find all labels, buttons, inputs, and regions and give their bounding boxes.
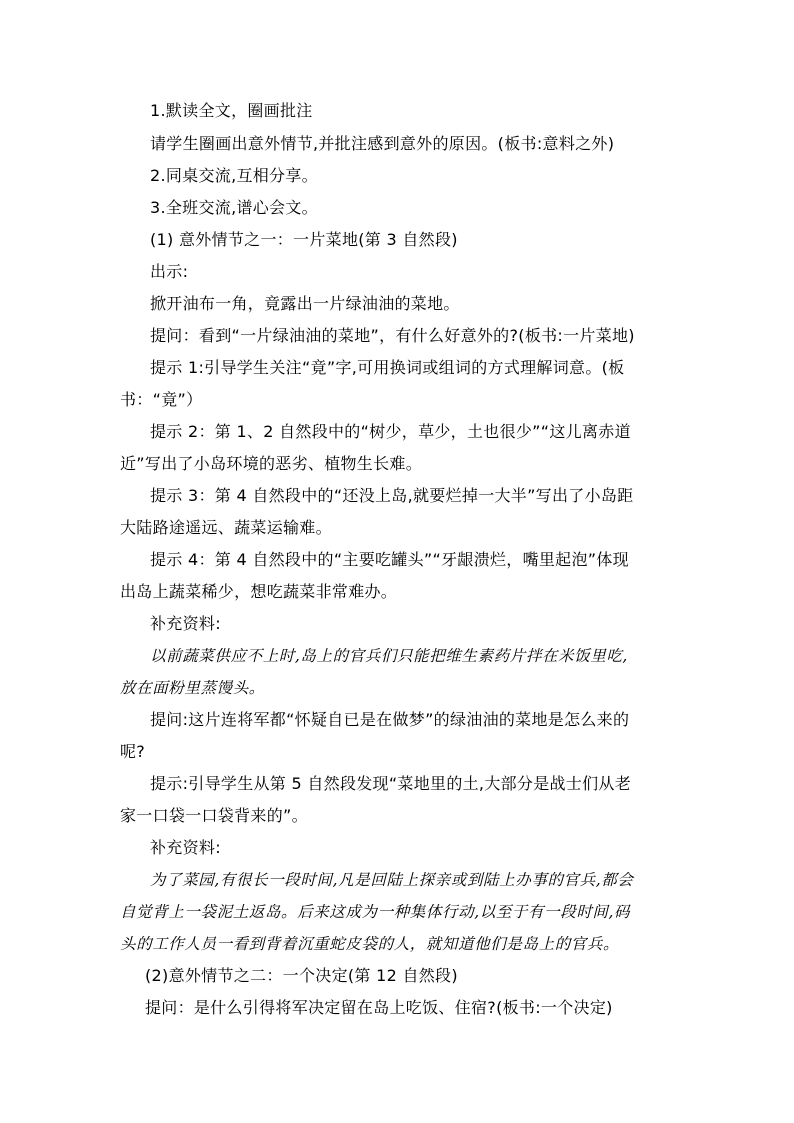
supplement-1-line-2: 放在面粉里蒸馒头。 xyxy=(120,679,265,697)
quote-text: 掀开油布一角，竟露出一片绿油油的菜地。 xyxy=(150,294,460,313)
question-3: 提问：是什么引得将军决定留在岛上吃饭、住宿?(板书:一个决定) xyxy=(145,998,613,1017)
hint-3-line-2: 大陆路途遥远、蔬菜运输难。 xyxy=(120,518,332,537)
hint-3-line-1: 提示 3：第 4 自然段中的“还没上岛,就要烂掉一大半”写出了小岛距 xyxy=(150,486,634,505)
supplement-label-1: 补充资料: xyxy=(150,614,221,633)
hint-1-line-1: 提示 1:引导学生关注“竟”字,可用换词或组词的方式理解词意。(板 xyxy=(150,358,625,377)
hint-1-line-2: 书：“竟”） xyxy=(120,390,203,409)
question-1: 提问：看到“一片绿油油的菜地”，有什么好意外的?(板书:一片菜地) xyxy=(150,326,635,345)
supplement-2-line-1: 为了菜园,有很长一段时间,凡是回陆上探亲或到陆上办事的官兵,都会 xyxy=(150,871,634,889)
supplement-2-line-3: 头的工作人员一看到背着沉重蛇皮袋的人，就知道他们是岛上的官兵。 xyxy=(120,935,620,953)
step-2-heading: 2.同桌交流,互相分享。 xyxy=(150,166,318,185)
hint-2-line-1: 提示 2：第 1、2 自然段中的“树少，草少，土也很少”“这儿离赤道 xyxy=(150,422,631,441)
hint-4-line-1: 提示 4：第 4 自然段中的“主要吃罐头”“牙龈溃烂，嘴里起泡”体现 xyxy=(150,550,629,569)
question-2-line-1: 提问:这片连将军都“怀疑自已是在做梦”的绿油油的菜地是怎么来的 xyxy=(150,710,630,729)
hint-5-line-1: 提示:引导学生从第 5 自然段发现“菜地里的土,大部分是战士们从老 xyxy=(150,774,632,793)
section-1-heading: (1) 意外情节之一：一片菜地(第 3 自然段) xyxy=(150,230,458,249)
hint-5-line-2: 家一口袋一口袋背来的”。 xyxy=(120,806,308,825)
section-2-heading: (2)意外情节之二：一个决定(第 12 自然段) xyxy=(145,966,458,985)
supplement-2-line-2: 自觉背上一袋泥土返岛。后来这成为一种集体行动,以至于有一段时间,码 xyxy=(120,903,631,921)
supplement-label-2: 补充资料: xyxy=(150,838,221,857)
step-1-instruction: 请学生圈画出意外情节,并批注感到意外的原因。(板书:意料之外) xyxy=(150,134,615,153)
supplement-1-line-1: 以前蔬菜供应不上时,岛上的官兵们只能把维生素药片拌在米饭里吃, xyxy=(150,647,628,665)
hint-4-line-2: 出岛上蔬菜稀少，想吃蔬菜非常难办。 xyxy=(120,582,398,601)
step-1-heading: 1.默读全文，圈画批注 xyxy=(150,101,313,120)
question-2-line-2: 呢? xyxy=(120,742,146,761)
hint-2-line-2: 近”写出了小岛环境的恶劣、植物生长难。 xyxy=(120,454,422,473)
step-3-heading: 3.全班交流,谱心会文。 xyxy=(150,198,318,217)
show-label: 出示: xyxy=(150,262,189,281)
